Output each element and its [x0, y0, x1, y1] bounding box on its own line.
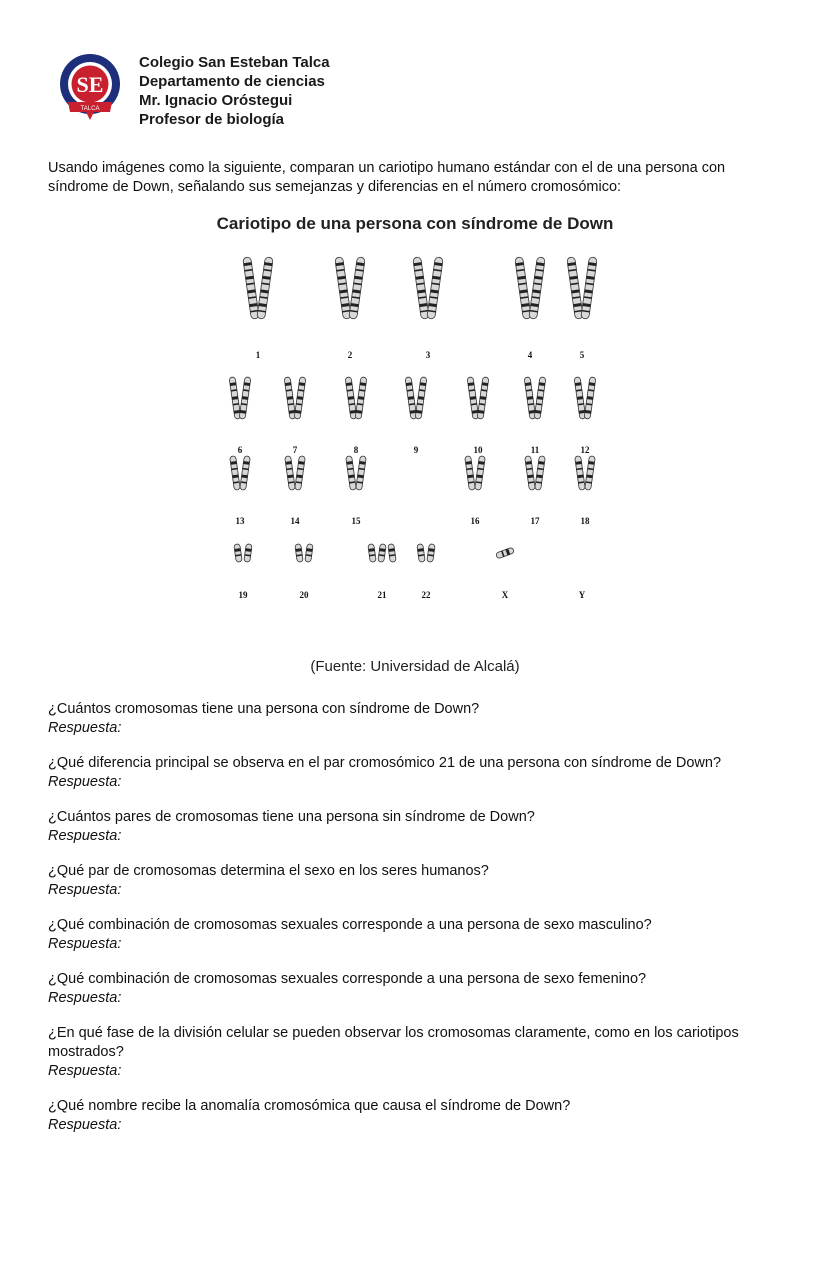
chromosome-2	[335, 257, 352, 320]
answer-label: Respuesta:	[48, 828, 122, 844]
question-item	[48, 1097, 788, 1135]
question-item	[48, 970, 788, 1008]
chromosome-3	[413, 257, 430, 320]
chromosome-20	[305, 544, 313, 563]
chromosome-label: 12	[580, 445, 590, 455]
answer-label: Respuesta:	[48, 882, 122, 898]
chromosome-12	[574, 377, 586, 419]
question-text: ¿Qué combinación de cromosomas sexuales corresponde a una persona de sexo femenino?	[48, 971, 647, 987]
chromosome-7	[294, 377, 306, 419]
chromosome-17	[525, 456, 536, 491]
chromosome-17	[535, 456, 546, 491]
chromosome-22	[427, 544, 435, 563]
chromosome-label: 8	[353, 445, 359, 455]
chromosome-14	[295, 456, 306, 491]
chromosome-13	[240, 456, 251, 491]
teacher-role: Profesor de biología	[139, 111, 285, 128]
chromosome-label: 11	[530, 445, 540, 455]
chromosome-label: 14	[290, 516, 300, 526]
chromosome-4	[529, 257, 546, 320]
chromosome-16	[465, 456, 476, 491]
chromosome-X	[496, 547, 515, 559]
chromosome-9	[405, 377, 417, 419]
answer-label: Respuesta:	[48, 720, 122, 736]
answer-label: Respuesta:	[48, 1117, 122, 1133]
question-text: ¿Cuántos cromosomas tiene una persona con síndrome de Down?	[48, 701, 480, 717]
answer-label: Respuesta:	[48, 1063, 122, 1079]
karyotype-figure	[210, 212, 620, 682]
chromosome-10	[477, 377, 489, 419]
chromosome-15	[356, 456, 367, 491]
chromosome-12	[584, 377, 596, 419]
chromosome-11	[524, 377, 536, 419]
teacher-name: Mr. Ignacio Oróstegui	[139, 92, 293, 109]
chromosome-20	[295, 544, 303, 563]
chromosome-1	[257, 257, 274, 320]
svg-text:TALCA: TALCA	[80, 106, 100, 112]
school-name: Colegio San Esteban Talca	[139, 54, 330, 71]
chromosome-label: Y	[578, 590, 586, 600]
chromosome-label: 5	[579, 350, 585, 360]
chromosome-label: 22	[421, 590, 431, 600]
chromosome-8	[355, 377, 367, 419]
document-header	[58, 52, 458, 132]
chromosome-18	[585, 456, 596, 491]
question-item	[48, 1024, 788, 1081]
chromosome-6	[229, 377, 241, 419]
question-item	[48, 862, 788, 900]
chromosome-label: 18	[580, 516, 590, 526]
chromosome-9	[415, 377, 427, 419]
chromosome-label: X	[501, 590, 509, 600]
school-logo	[58, 52, 122, 126]
question-text: ¿Qué par de cromosomas determina el sexo en los seres humanos?	[48, 863, 489, 879]
intro-paragraph: Usando imágenes como la siguiente, comparan un cariotipo humano estándar con el de una persona con síndrome de Down, señalando sus semejanzas y diferencias en el número cromosómico:	[48, 160, 726, 195]
question-text: ¿Qué combinación de cromosomas sexuales corresponde a una persona de sexo masculino?	[48, 917, 652, 933]
chromosome-13	[230, 456, 241, 491]
question-text: ¿Cuántos pares de cromosomas tiene una persona sin síndrome de Down?	[48, 809, 535, 825]
chromosome-6	[239, 377, 251, 419]
question-item	[48, 808, 788, 846]
chromosome-label: 19	[238, 590, 248, 600]
chromosome-14	[285, 456, 296, 491]
question-item	[48, 754, 788, 792]
chromosome-10	[467, 377, 479, 419]
chromosome-label: 15	[351, 516, 361, 526]
chromosome-5	[581, 257, 598, 320]
svg-text:SE: SE	[76, 72, 104, 97]
chromosome-label: 21	[377, 590, 387, 600]
chromosome-1	[243, 257, 260, 320]
chromosome-11	[534, 377, 546, 419]
chromosome-3	[427, 257, 444, 320]
question-list	[48, 700, 788, 1151]
chromosome-19	[244, 544, 252, 563]
chromosome-label: 9	[413, 445, 419, 455]
figure-title: Cariotipo de una persona con síndrome de Down	[216, 214, 614, 233]
chromosome-19	[234, 544, 242, 563]
chromosome-2	[349, 257, 366, 320]
answer-label: Respuesta:	[48, 990, 122, 1006]
chromosome-22	[417, 544, 425, 563]
department-name: Departamento de ciencias	[139, 73, 325, 90]
chromosome-label: 17	[530, 516, 540, 526]
question-text: ¿En qué fase de la división celular se pueden observar los cromosomas claramente, como en los cariotipos mostrados?	[48, 1025, 739, 1060]
answer-label: Respuesta:	[48, 774, 122, 790]
chromosome-label: 20	[299, 590, 309, 600]
chromosome-label: 2	[347, 350, 353, 360]
figure-source: (Fuente: Universidad de Alcalá)	[310, 658, 520, 675]
chromosome-label: 13	[235, 516, 245, 526]
chromosome-5	[567, 257, 584, 320]
chromosome-label: 16	[470, 516, 480, 526]
chromosome-21	[388, 544, 396, 563]
question-item	[48, 916, 788, 954]
answer-label: Respuesta:	[48, 936, 122, 952]
chromosome-label: 3	[425, 350, 431, 360]
chromosome-7	[284, 377, 296, 419]
chromosome-label: 6	[237, 445, 243, 455]
chromosome-label: 10	[473, 445, 483, 455]
karyotype-image	[210, 248, 620, 628]
chromosome-21	[368, 544, 376, 563]
question-item	[48, 700, 788, 738]
question-text: ¿Qué diferencia principal se observa en el par cromosómico 21 de una persona con síndrome de Down?	[48, 755, 722, 771]
question-text: ¿Qué nombre recibe la anomalía cromosómica que causa el síndrome de Down?	[48, 1098, 571, 1114]
chromosome-21	[378, 544, 386, 563]
chromosome-8	[345, 377, 357, 419]
chromosome-label: 7	[292, 445, 298, 455]
chromosome-15	[346, 456, 357, 491]
chromosome-label: 4	[527, 350, 533, 360]
chromosome-label: 1	[255, 350, 261, 360]
chromosome-4	[515, 257, 532, 320]
chromosome-18	[575, 456, 586, 491]
chromosome-16	[475, 456, 486, 491]
